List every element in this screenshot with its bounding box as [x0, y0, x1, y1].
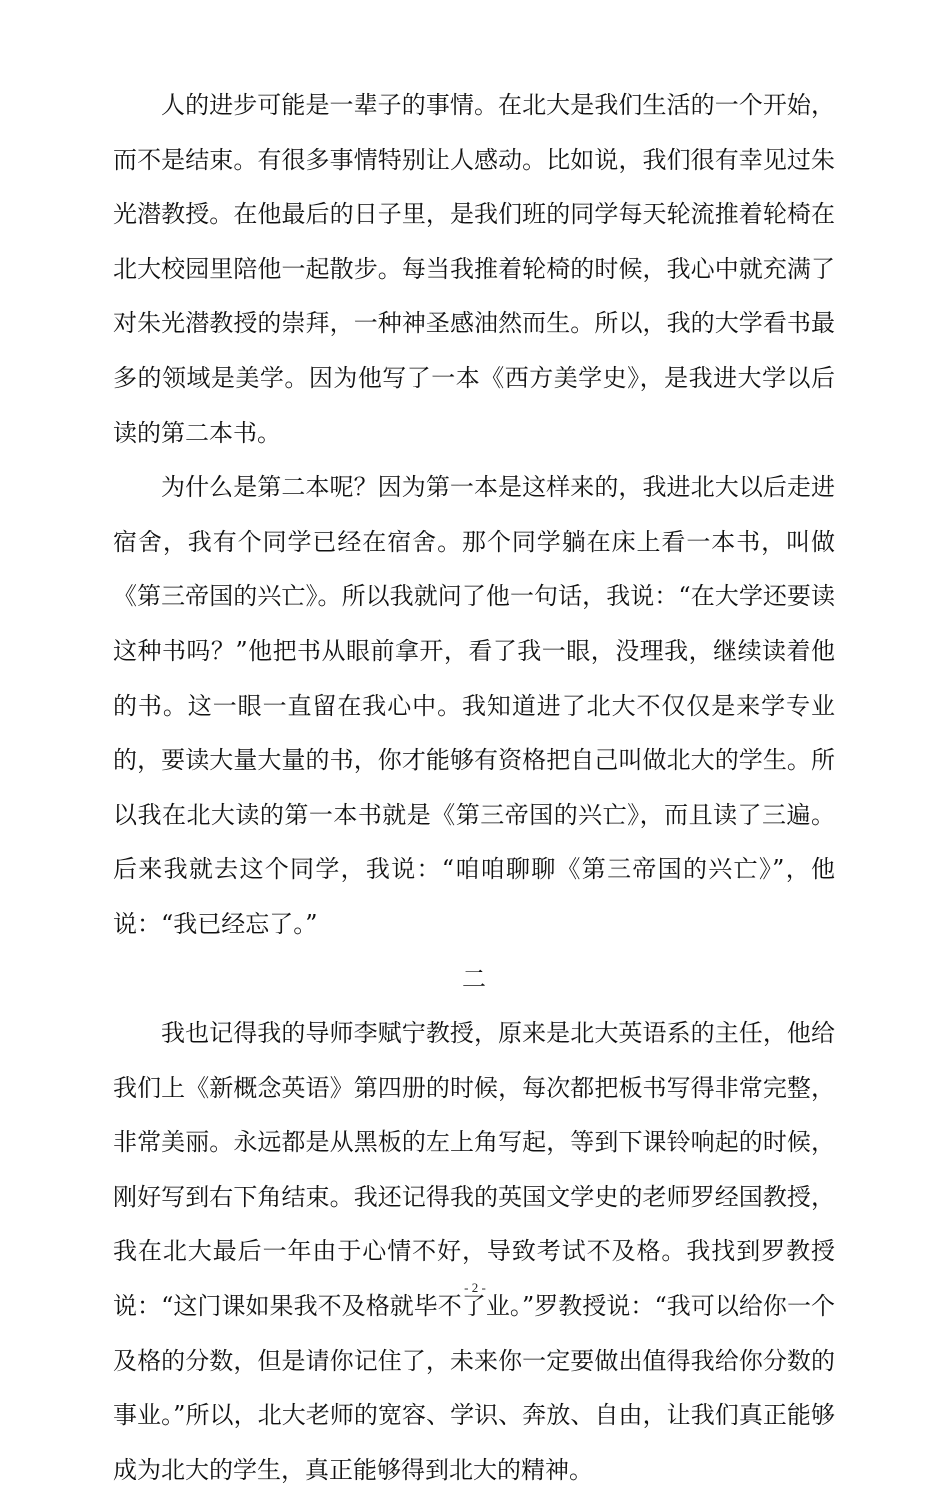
paragraph-teachers: 我也记得我的导师李赋宁教授，原来是北大英语系的主任，他给我们上《新概念英语》第四册的时候，每次都把板书写得非常完整，非常美丽。永远都是从黑板的左上角写起，等到下课铃响起的时候，刚好写到右下角结束。我还记得我的英国文学史的老师罗经国教授，我在北大最后一年由于心情不好，导致考试不及格。我找到罗教授说：“这门课如果我不及格就毕不了业。”罗教授说：“我可以给你一个及格的分数，但是请你记住了，未来你一定要做出值得我给你分数的事业。”所以，北大老师的宽容、学识、奔放、自由，让我们真正能够成为北大的学生，真正能够得到北大的精神。: [113, 1019, 835, 1484]
paragraph-second-book: 为什么是第二本呢？因为第一本是这样来的，我进北大以后走进宿舍，我有个同学已经在宿舍。那个同学躺在床上看一本书，叫做《第三帝国的兴亡》。所以我就问了他一句话，我说：“在大学还要读这种书吗？”他把书从眼前拿开，看了我一眼，没理我，继续读着他的书。这一眼一直留在我心中。我知道进了北大不仅仅是来学专业的，要读大量大量的书，你才能够有资格把自己叫做北大的学生。所以我在北大读的第一本书就是《第三帝国的兴亡》，而且读了三遍。后来我就去这个同学，我说：“咱咱聊聊《第三帝国的兴亡》”，他说：“我已经忘了。”: [113, 473, 835, 938]
section-heading: 二: [462, 964, 486, 993]
page-number: - 2 -: [464, 1280, 486, 1295]
paragraph-zhu-guangqian: 人的进步可能是一辈子的事情。在北大是我们生活的一个开始，而不是结束。有很多事情特别让人感动。比如说，我们很有幸见过朱光潜教授。在他最后的日子里，是我们班的同学每天轮流推着轮椅在北大校园里陪他一起散步。每当我推着轮椅的时候，我心中就充满了对朱光潜教授的崇拜，一种神圣感油然而生。所以，我的大学看书最多的领域是美学。因为他写了一本《西方美学史》，是我进大学以后读的第二本书。: [113, 91, 835, 447]
